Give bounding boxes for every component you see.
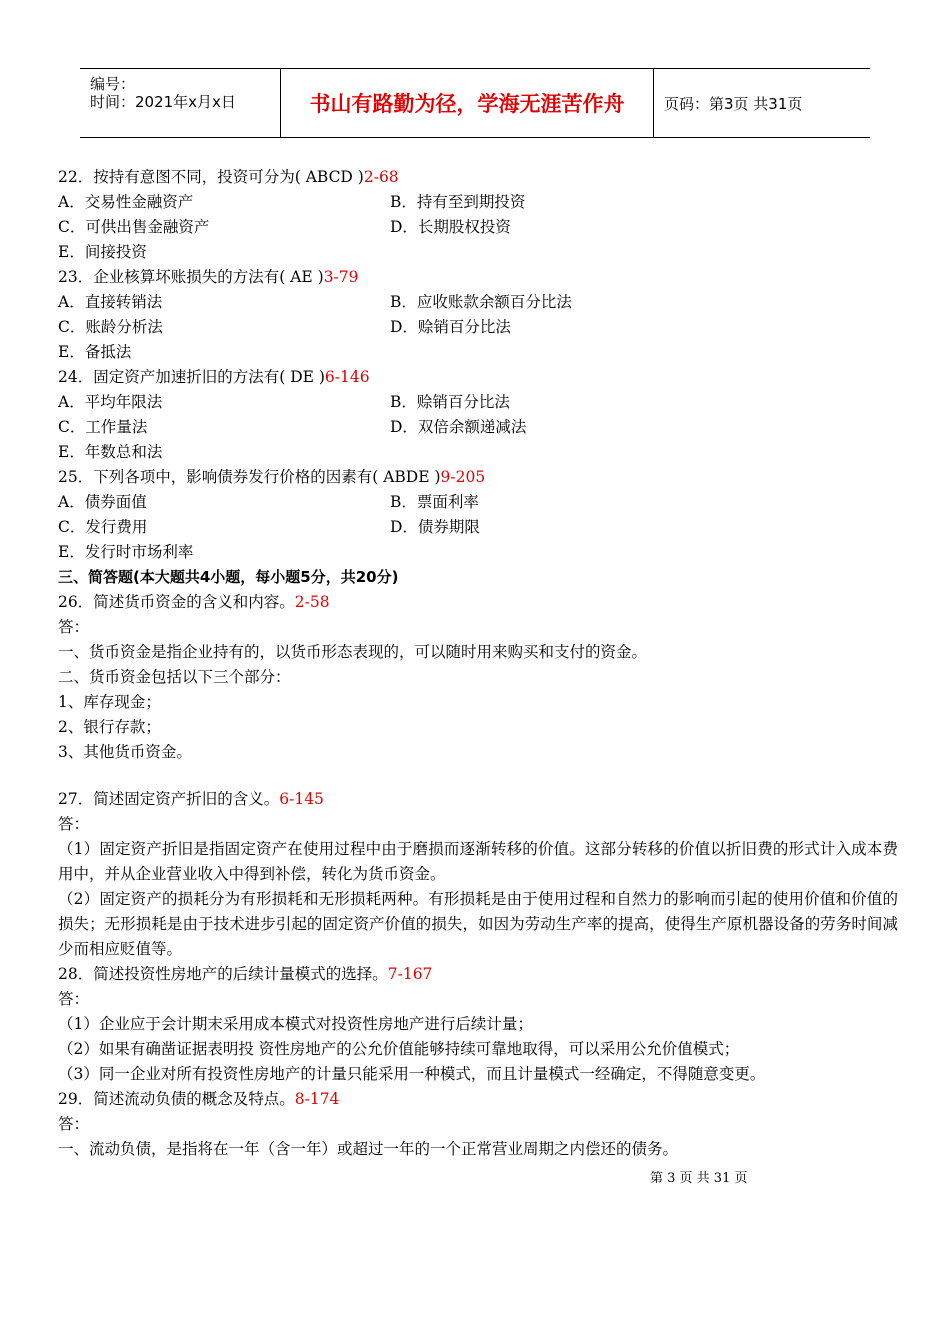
options-row [58,415,898,440]
option-b: B．持有至到期投资 [390,193,526,211]
options-row [58,290,898,315]
options-row [58,390,898,415]
question-25 [58,465,898,490]
options-row [58,490,898,515]
option-e: E．备抵法 [58,343,132,361]
option-e: E．间接投资 [58,243,147,261]
answer-line: 1、库存现金； [58,693,161,711]
option-e: E．发行时市场利率 [58,543,194,561]
question-ref: 9-205 [440,468,486,486]
question-text: 23．企业核算坏账损失的方法有( AE ) [58,268,324,286]
question-ref: 2-58 [294,593,330,611]
answer-label: 答： [58,990,90,1008]
answer-label: 答： [58,815,90,833]
question-23 [58,265,898,290]
option-e: E．年数总和法 [58,443,163,461]
answer-paragraph: （2）固定资产的损耗分为有形损耗和无形损耗两种。有形损耗是由于使用过程和自然力的影响而引起的使用价值和价值的损失；无形损耗是由于技术进步引起的固定资产价值的损失，如因为劳动生产率的提高，使得生产原机器设备的劳务时间减少而相应贬值等。 [58,890,898,958]
answer-line: 一、货币资金是指企业持有的，以货币形态表现的，可以随时用来购买和支付的资金。 [58,643,648,661]
answer-line: 一、流动负债，是指将在一年（含一年）或超过一年的一个正常营业周期之内偿还的债务。 [58,1140,679,1158]
question-22 [58,165,898,190]
option-d: D．债券期限 [390,518,480,536]
question-text: 24．固定资产加速折旧的方法有( DE ) [58,368,325,386]
option-c: C．工作量法 [58,418,148,436]
option-a: A．交易性金融资产 [58,193,194,211]
options-row [58,190,898,215]
question-ref: 3-79 [323,268,359,286]
options-row [58,515,898,540]
page-footer: 第 3 页 共 31 页 [650,1171,748,1186]
option-c: C．账龄分析法 [58,318,163,336]
option-b: B．票面利率 [390,493,479,511]
option-a: A．平均年限法 [58,393,163,411]
options-row [58,315,898,340]
option-c: C．发行费用 [58,518,148,536]
answer-line: （3）同一企业对所有投资性房地产的计量只能采用一种模式，而且计量模式一经确定，不得随意变更。 [58,1065,766,1083]
section-heading: 三、简答题(本大题共4小题，每小题5分，共20分) [58,568,399,586]
question-26 [58,590,898,615]
option-b: B．赊销百分比法 [390,393,510,411]
options-row [58,215,898,240]
question-ref: 6-145 [279,790,324,808]
document-body [58,165,898,1162]
option-a: A．直接转销法 [58,293,163,311]
question-text: 25．下列各项中，影响债券发行价格的因素有( ABDE ) [58,468,441,486]
question-ref: 8-174 [294,1090,340,1108]
question-ref: 6-146 [324,368,370,386]
code-label: 编号： [90,75,136,93]
question-ref: 2-68 [363,168,399,186]
question-29 [58,1087,898,1112]
question-text: 29．简述流动负债的概念及特点。 [58,1090,295,1108]
answer-line: 二、货币资金包括以下三个部分： [58,668,291,686]
option-a: A．债券面值 [58,493,147,511]
answer-line: 2、银行存款； [58,718,161,736]
question-ref: 7-167 [387,965,433,983]
answer-line: 3、其他货币资金。 [58,743,192,761]
option-b: B．应收账款余额百分比法 [390,293,572,311]
option-d: D．双倍余额递减法 [390,418,527,436]
answer-line: （2）如果有确凿证据表明投 资性房地产的公允价值能够持续可靠地取得，可以采用公允价值模式； [58,1040,740,1058]
question-24 [58,365,898,390]
question-text: 26．简述货币资金的含义和内容。 [58,593,295,611]
option-d: D．赊销百分比法 [390,318,511,336]
page-header [80,68,870,138]
question-text: 22．按持有意图不同，投资可分为( ABCD ) [58,168,364,186]
question-text: 28．简述投资性房地产的后续计量模式的选择。 [58,965,388,983]
answer-paragraph: （1）固定资产折旧是指固定资产在使用过程中由于磨损而逐渐转移的价值。这部分转移的价值以折旧费的形式计入成本费用中，并从企业营业收入中得到补偿，转化为货币资金。 [58,840,898,883]
answer-line: （1）企业应于会计期末采用成本模式对投资性房地产进行后续计量； [58,1015,533,1033]
answer-label: 答： [58,1115,90,1133]
header-motto: 书山有路勤为径，学海无涯苦作舟 [281,69,654,137]
option-d: D．长期股权投资 [390,218,511,236]
question-text: 27．简述固定资产折旧的含义。 [58,790,280,808]
question-27 [58,787,898,812]
answer-label: 答： [58,618,90,636]
header-page-info: 页码：第3页 共31页 [664,94,803,113]
time-label: 时间：2021年x月x日 [90,93,236,111]
header-info-cell [80,69,281,137]
question-28 [58,962,898,987]
option-c: C．可供出售金融资产 [58,218,210,236]
